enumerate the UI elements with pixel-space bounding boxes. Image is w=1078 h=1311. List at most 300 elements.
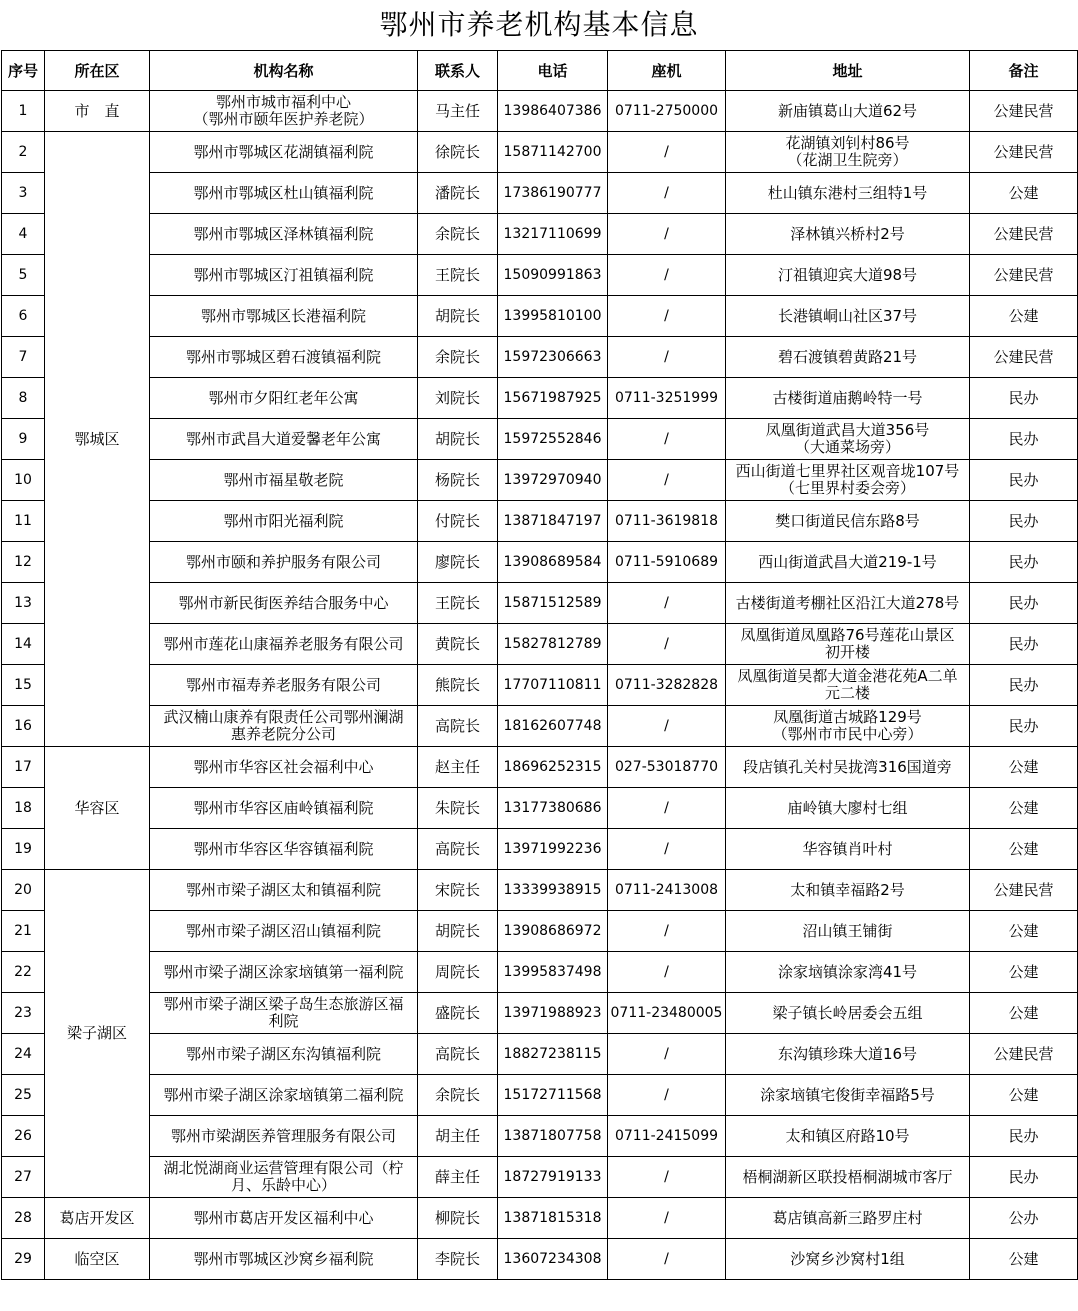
cell-contact: 胡院长 — [418, 296, 498, 337]
cell-name-line: 鄂州市葛店开发区福利中心 — [193, 1208, 374, 1227]
cell-address — [726, 1157, 970, 1198]
cell-name — [150, 542, 418, 583]
cell-note: 公建民营 — [970, 91, 1078, 132]
cell-address — [726, 501, 970, 542]
cell-phone: 13339938915 — [498, 870, 608, 911]
header-tel: 座机 — [608, 51, 726, 91]
cell-tel: / — [608, 1157, 726, 1198]
cell-note: 公建 — [970, 296, 1078, 337]
cell-address — [726, 173, 970, 214]
cell-name — [150, 1075, 418, 1116]
cell-address-line: 东沟镇珍珠大道16号 — [777, 1044, 918, 1063]
cell-tel: / — [608, 583, 726, 624]
cell-address — [726, 337, 970, 378]
table-row — [2, 255, 1078, 296]
table-row — [2, 460, 1078, 501]
cell-no: 6 — [2, 296, 45, 337]
cell-address-line: 太和镇幸福路2号 — [790, 880, 905, 899]
cell-name-line: 惠养老院分公司 — [230, 725, 336, 743]
cell-no: 4 — [2, 214, 45, 255]
cell-no: 26 — [2, 1116, 45, 1157]
cell-name — [150, 993, 418, 1034]
cell-phone: 13871807758 — [498, 1116, 608, 1157]
cell-address — [726, 132, 970, 173]
cell-note: 公建 — [970, 911, 1078, 952]
cell-name — [150, 132, 418, 173]
cell-name-line: 鄂州市颐和养护服务有限公司 — [185, 552, 381, 571]
cell-name — [150, 214, 418, 255]
cell-contact: 余院长 — [418, 1075, 498, 1116]
cell-no: 25 — [2, 1075, 45, 1116]
table-row — [2, 624, 1078, 665]
table-row — [2, 583, 1078, 624]
cell-no: 11 — [2, 501, 45, 542]
cell-phone: 15871142700 — [498, 132, 608, 173]
cell-no: 15 — [2, 665, 45, 706]
cell-name — [150, 665, 418, 706]
cell-address-line: 元二楼 — [824, 684, 870, 702]
cell-address — [726, 296, 970, 337]
cell-address-line: 华容镇肖叶村 — [802, 839, 893, 858]
cell-name-line: 鄂州市华容区庙岭镇福利院 — [193, 798, 374, 817]
cell-note: 民办 — [970, 583, 1078, 624]
cell-address-line: （鄂州市市民中心旁） — [772, 725, 923, 743]
cell-address — [726, 1198, 970, 1239]
table-body — [2, 91, 1078, 1280]
cell-contact: 廖院长 — [418, 542, 498, 583]
cell-tel: 0711-23480005 — [608, 993, 726, 1034]
cell-address-line: 古楼街道庙鹅岭特一号 — [772, 388, 923, 407]
cell-phone: 18162607748 — [498, 706, 608, 747]
cell-address-line: 古楼街道考棚社区沿江大道278号 — [735, 593, 960, 612]
table-row — [2, 542, 1078, 583]
cell-name — [150, 1157, 418, 1198]
cell-name — [150, 870, 418, 911]
cell-phone: 18827238115 — [498, 1034, 608, 1075]
cell-tel: 0711-2750000 — [608, 91, 726, 132]
cell-phone: 17707110811 — [498, 665, 608, 706]
table-row — [2, 91, 1078, 132]
cell-phone: 13986407386 — [498, 91, 608, 132]
cell-note: 公建 — [970, 829, 1078, 870]
cell-phone: 13871815318 — [498, 1198, 608, 1239]
cell-address — [726, 665, 970, 706]
cell-name-line: 鄂州市鄂城区长港福利院 — [200, 306, 366, 325]
cell-address-line: 杜山镇东港村三组特1号 — [767, 183, 928, 202]
cell-name — [150, 501, 418, 542]
table-row — [2, 1198, 1078, 1239]
cell-phone: 13871847197 — [498, 501, 608, 542]
cell-no: 18 — [2, 788, 45, 829]
cell-phone: 18696252315 — [498, 747, 608, 788]
cell-address-line: 西山街道武昌大道219-1号 — [758, 552, 937, 571]
table-header-row — [2, 51, 1078, 91]
cell-address-line: 初开楼 — [824, 643, 870, 661]
cell-address-line: 涂家垴镇宅俊街幸福路5号 — [760, 1085, 935, 1104]
cell-contact: 柳院长 — [418, 1198, 498, 1239]
cell-phone: 13995837498 — [498, 952, 608, 993]
page-title: 鄂州市养老机构基本信息 — [379, 8, 699, 41]
cell-tel: 0711-3619818 — [608, 501, 726, 542]
cell-name — [150, 583, 418, 624]
cell-name-line: 鄂州市鄂城区杜山镇福利院 — [193, 183, 374, 202]
cell-name-line: 鄂州市鄂城区碧石渡镇福利院 — [185, 347, 381, 366]
cell-tel: / — [608, 173, 726, 214]
cell-note: 公建 — [970, 1075, 1078, 1116]
table-row — [2, 706, 1078, 747]
cell-note: 民办 — [970, 501, 1078, 542]
cell-tel: / — [608, 1034, 726, 1075]
cell-name-line: 鄂州市梁子湖区东沟镇福利院 — [185, 1044, 381, 1063]
cell-address-line: 梁子镇长岭居委会五组 — [772, 1003, 923, 1022]
table-row — [2, 1157, 1078, 1198]
cell-tel: / — [608, 214, 726, 255]
cell-phone: 15090991863 — [498, 255, 608, 296]
cell-no: 1 — [2, 91, 45, 132]
cell-phone: 15871512589 — [498, 583, 608, 624]
table-row — [2, 665, 1078, 706]
cell-name-line: 鄂州市武昌大道爱馨老年公寓 — [185, 429, 381, 448]
cell-note: 公建民营 — [970, 337, 1078, 378]
cell-note: 民办 — [970, 706, 1078, 747]
cell-note: 民办 — [970, 460, 1078, 501]
cell-name-line: 鄂州市梁子湖区涂家垴镇第一福利院 — [163, 962, 404, 981]
cell-address-line: 凤凰街道吴都大道金港花苑A二单 — [737, 667, 958, 685]
cell-address — [726, 747, 970, 788]
cell-tel: / — [608, 952, 726, 993]
cell-note: 民办 — [970, 1116, 1078, 1157]
cell-tel: / — [608, 337, 726, 378]
table-row — [2, 1034, 1078, 1075]
cell-name-line: 鄂州市梁湖医养管理服务有限公司 — [170, 1126, 396, 1145]
cell-name-line: 鄂州市福星敬老院 — [223, 470, 344, 489]
cell-address-line: 汀祖镇迎宾大道98号 — [777, 265, 918, 284]
cell-name-line: 鄂州市福寿养老服务有限公司 — [185, 675, 381, 694]
header-note: 备注 — [970, 51, 1078, 91]
cell-no: 3 — [2, 173, 45, 214]
cell-tel: / — [608, 132, 726, 173]
cell-tel: / — [608, 829, 726, 870]
cell-tel: / — [608, 1075, 726, 1116]
cell-contact: 胡院长 — [418, 419, 498, 460]
cell-no: 23 — [2, 993, 45, 1034]
cell-address-line: 沼山镇王铺街 — [802, 921, 893, 940]
cell-name-line: 鄂州市梁子湖区太和镇福利院 — [185, 880, 381, 899]
cell-name — [150, 91, 418, 132]
table-row — [2, 829, 1078, 870]
cell-note: 民办 — [970, 378, 1078, 419]
institution-table — [1, 50, 1078, 1280]
cell-name — [150, 952, 418, 993]
cell-name — [150, 911, 418, 952]
cell-phone: 15671987925 — [498, 378, 608, 419]
cell-contact: 熊院长 — [418, 665, 498, 706]
cell-note: 民办 — [970, 542, 1078, 583]
table-row — [2, 870, 1078, 911]
cell-address — [726, 460, 970, 501]
cell-note: 公建民营 — [970, 1034, 1078, 1075]
cell-district: 临空区 — [45, 1239, 150, 1280]
cell-name — [150, 296, 418, 337]
cell-name — [150, 1198, 418, 1239]
cell-note: 公建 — [970, 173, 1078, 214]
cell-name — [150, 788, 418, 829]
cell-contact: 王院长 — [418, 255, 498, 296]
cell-note: 公办 — [970, 1198, 1078, 1239]
cell-phone: 15172711568 — [498, 1075, 608, 1116]
cell-contact: 胡主任 — [418, 1116, 498, 1157]
cell-name-line: 鄂州市梁子湖区沼山镇福利院 — [185, 921, 381, 940]
cell-address — [726, 993, 970, 1034]
cell-no: 12 — [2, 542, 45, 583]
table-row — [2, 747, 1078, 788]
cell-no: 29 — [2, 1239, 45, 1280]
cell-name-line: 鄂州市鄂城区沙窝乡福利院 — [193, 1249, 374, 1268]
table-row — [2, 1116, 1078, 1157]
cell-address — [726, 706, 970, 747]
cell-note: 公建民营 — [970, 132, 1078, 173]
cell-name — [150, 1239, 418, 1280]
cell-no: 21 — [2, 911, 45, 952]
cell-name — [150, 624, 418, 665]
cell-tel: 0711-2415099 — [608, 1116, 726, 1157]
cell-address-line: 新庙镇葛山大道62号 — [777, 101, 918, 120]
table-row — [2, 993, 1078, 1034]
cell-contact: 薛主任 — [418, 1157, 498, 1198]
cell-note: 民办 — [970, 665, 1078, 706]
cell-name-line: 利院 — [268, 1012, 299, 1030]
cell-tel: 0711-3282828 — [608, 665, 726, 706]
cell-address — [726, 1034, 970, 1075]
cell-no: 2 — [2, 132, 45, 173]
cell-contact: 余院长 — [418, 214, 498, 255]
cell-address — [726, 1239, 970, 1280]
cell-phone: 13971992236 — [498, 829, 608, 870]
cell-note: 民办 — [970, 624, 1078, 665]
cell-contact: 徐院长 — [418, 132, 498, 173]
cell-phone: 13971988923 — [498, 993, 608, 1034]
cell-district: 鄂城区 — [45, 132, 150, 747]
cell-no: 27 — [2, 1157, 45, 1198]
cell-address-line: 葛店镇高新三路罗庄村 — [772, 1208, 923, 1227]
cell-contact: 胡院长 — [418, 911, 498, 952]
cell-name — [150, 460, 418, 501]
cell-address — [726, 378, 970, 419]
cell-district: 梁子湖区 — [45, 870, 150, 1198]
cell-phone: 13972970940 — [498, 460, 608, 501]
cell-tel: / — [608, 1239, 726, 1280]
cell-contact: 盛院长 — [418, 993, 498, 1034]
cell-address — [726, 214, 970, 255]
cell-phone: 13607234308 — [498, 1239, 608, 1280]
cell-tel: 0711-2413008 — [608, 870, 726, 911]
cell-district: 市 直 — [45, 91, 150, 132]
cell-note: 公建 — [970, 1239, 1078, 1280]
cell-address — [726, 870, 970, 911]
cell-name — [150, 419, 418, 460]
header-address: 地址 — [726, 51, 970, 91]
cell-contact: 高院长 — [418, 706, 498, 747]
cell-address-line: 樊口街道民信东路8号 — [775, 511, 920, 530]
table-row — [2, 1075, 1078, 1116]
header-no: 序号 — [2, 51, 45, 91]
table-row — [2, 501, 1078, 542]
cell-name-line: 鄂州市梁子湖区涂家垴镇第二福利院 — [163, 1085, 404, 1104]
cell-address-line: 段店镇孔关村吴拢湾316国道旁 — [743, 757, 952, 776]
cell-phone: 13908686972 — [498, 911, 608, 952]
cell-address — [726, 255, 970, 296]
cell-no: 10 — [2, 460, 45, 501]
cell-name-line: （鄂州市颐年医护养老院） — [193, 110, 374, 128]
cell-address — [726, 788, 970, 829]
cell-phone: 15827812789 — [498, 624, 608, 665]
table-row — [2, 296, 1078, 337]
cell-tel: / — [608, 1198, 726, 1239]
cell-address-line: 花湖镇刘钊村86号 — [785, 134, 910, 152]
cell-name — [150, 337, 418, 378]
cell-address-line: 梧桐湖新区联投梧桐湖城市客厅 — [742, 1167, 953, 1186]
cell-tel: / — [608, 624, 726, 665]
cell-phone: 13177380686 — [498, 788, 608, 829]
cell-contact: 杨院长 — [418, 460, 498, 501]
cell-no: 5 — [2, 255, 45, 296]
cell-name-line: 鄂州市阳光福利院 — [223, 511, 344, 530]
cell-name-line: 鄂州市华容区华容镇福利院 — [193, 839, 374, 858]
cell-phone: 13217110699 — [498, 214, 608, 255]
cell-name-line: 鄂州市莲花山康福养老服务有限公司 — [163, 634, 404, 653]
cell-no: 14 — [2, 624, 45, 665]
cell-name-line: 武汉楠山康养有限责任公司鄂州澜湖 — [163, 708, 404, 726]
cell-no: 9 — [2, 419, 45, 460]
cell-tel: / — [608, 419, 726, 460]
cell-note: 公建民营 — [970, 870, 1078, 911]
cell-contact: 余院长 — [418, 337, 498, 378]
cell-tel: 0711-3251999 — [608, 378, 726, 419]
cell-phone: 13995810100 — [498, 296, 608, 337]
cell-name — [150, 378, 418, 419]
cell-tel: / — [608, 911, 726, 952]
cell-address-line: 碧石渡镇碧黄路21号 — [777, 347, 918, 366]
cell-address-line: （大通菜场旁） — [794, 438, 900, 456]
cell-name-line: 鄂州市鄂城区花湖镇福利院 — [193, 142, 374, 161]
cell-contact: 赵主任 — [418, 747, 498, 788]
cell-no: 8 — [2, 378, 45, 419]
cell-address-line: 凤凰街道武昌大道356号 — [765, 421, 930, 439]
table-row — [2, 952, 1078, 993]
cell-no: 19 — [2, 829, 45, 870]
cell-note: 公建 — [970, 993, 1078, 1034]
cell-name-line: 鄂州市鄂城区汀祖镇福利院 — [193, 265, 374, 284]
cell-address-line: （花湖卫生院旁） — [787, 151, 908, 169]
cell-address — [726, 1075, 970, 1116]
cell-phone: 13908689584 — [498, 542, 608, 583]
table-row — [2, 173, 1078, 214]
cell-no: 13 — [2, 583, 45, 624]
cell-no: 16 — [2, 706, 45, 747]
cell-note: 公建 — [970, 788, 1078, 829]
cell-address-line: 庙岭镇大廖村七组 — [787, 798, 908, 817]
cell-address — [726, 419, 970, 460]
cell-note: 公建民营 — [970, 214, 1078, 255]
cell-note: 民办 — [970, 1157, 1078, 1198]
cell-address — [726, 952, 970, 993]
cell-phone: 15972306663 — [498, 337, 608, 378]
table-row — [2, 911, 1078, 952]
cell-address-line: 凤凰街道古城路129号 — [773, 708, 922, 726]
cell-contact: 朱院长 — [418, 788, 498, 829]
cell-address-line: 涂家垴镇涂家湾41号 — [777, 962, 918, 981]
cell-contact: 宋院长 — [418, 870, 498, 911]
cell-no: 7 — [2, 337, 45, 378]
cell-phone: 15972552846 — [498, 419, 608, 460]
cell-name-line: 鄂州市梁子湖区梁子岛生态旅游区福 — [163, 995, 404, 1013]
cell-name-line: 湖北悦湖商业运营管理有限公司（柠 — [163, 1159, 404, 1177]
cell-contact: 刘院长 — [418, 378, 498, 419]
cell-contact: 高院长 — [418, 829, 498, 870]
cell-contact: 王院长 — [418, 583, 498, 624]
cell-name — [150, 1116, 418, 1157]
cell-address-line: 泽林镇兴桥村2号 — [790, 224, 905, 243]
table-row — [2, 419, 1078, 460]
cell-district: 葛店开发区 — [45, 1198, 150, 1239]
table-row — [2, 1239, 1078, 1280]
header-contact: 联系人 — [418, 51, 498, 91]
cell-contact: 周院长 — [418, 952, 498, 993]
cell-no: 24 — [2, 1034, 45, 1075]
cell-contact: 潘院长 — [418, 173, 498, 214]
cell-tel: 0711-5910689 — [608, 542, 726, 583]
cell-address-line: 凤凰街道凤凰路76号莲花山景区 — [740, 626, 955, 644]
cell-name-line: 月、乐龄中心） — [230, 1176, 336, 1194]
cell-name-line: 鄂州市城市福利中心 — [215, 93, 351, 111]
cell-name — [150, 706, 418, 747]
cell-name — [150, 829, 418, 870]
cell-address-line: 太和镇区府路10号 — [785, 1126, 910, 1145]
cell-name — [150, 173, 418, 214]
cell-note: 公建民营 — [970, 255, 1078, 296]
cell-note: 民办 — [970, 419, 1078, 460]
cell-contact: 黄院长 — [418, 624, 498, 665]
cell-name — [150, 747, 418, 788]
table-row — [2, 337, 1078, 378]
cell-address — [726, 91, 970, 132]
table-row — [2, 132, 1078, 173]
table-row — [2, 214, 1078, 255]
header-name: 机构名称 — [150, 51, 418, 91]
cell-no: 22 — [2, 952, 45, 993]
cell-district: 华容区 — [45, 747, 150, 870]
cell-address — [726, 583, 970, 624]
cell-address — [726, 1116, 970, 1157]
cell-phone: 18727919133 — [498, 1157, 608, 1198]
cell-note: 公建 — [970, 952, 1078, 993]
cell-contact: 付院长 — [418, 501, 498, 542]
cell-name-line: 鄂州市鄂城区泽林镇福利院 — [193, 224, 374, 243]
cell-contact: 李院长 — [418, 1239, 498, 1280]
cell-address-line: （七里界村委会旁） — [779, 479, 915, 497]
cell-no: 17 — [2, 747, 45, 788]
cell-address — [726, 911, 970, 952]
cell-contact: 高院长 — [418, 1034, 498, 1075]
cell-tel: / — [608, 255, 726, 296]
cell-address-line: 沙窝乡沙窝村1组 — [790, 1249, 905, 1268]
cell-address-line: 长港镇峒山社区37号 — [777, 306, 918, 325]
cell-tel: / — [608, 296, 726, 337]
cell-phone: 17386190777 — [498, 173, 608, 214]
cell-address — [726, 829, 970, 870]
cell-note: 公建 — [970, 747, 1078, 788]
cell-tel: / — [608, 706, 726, 747]
